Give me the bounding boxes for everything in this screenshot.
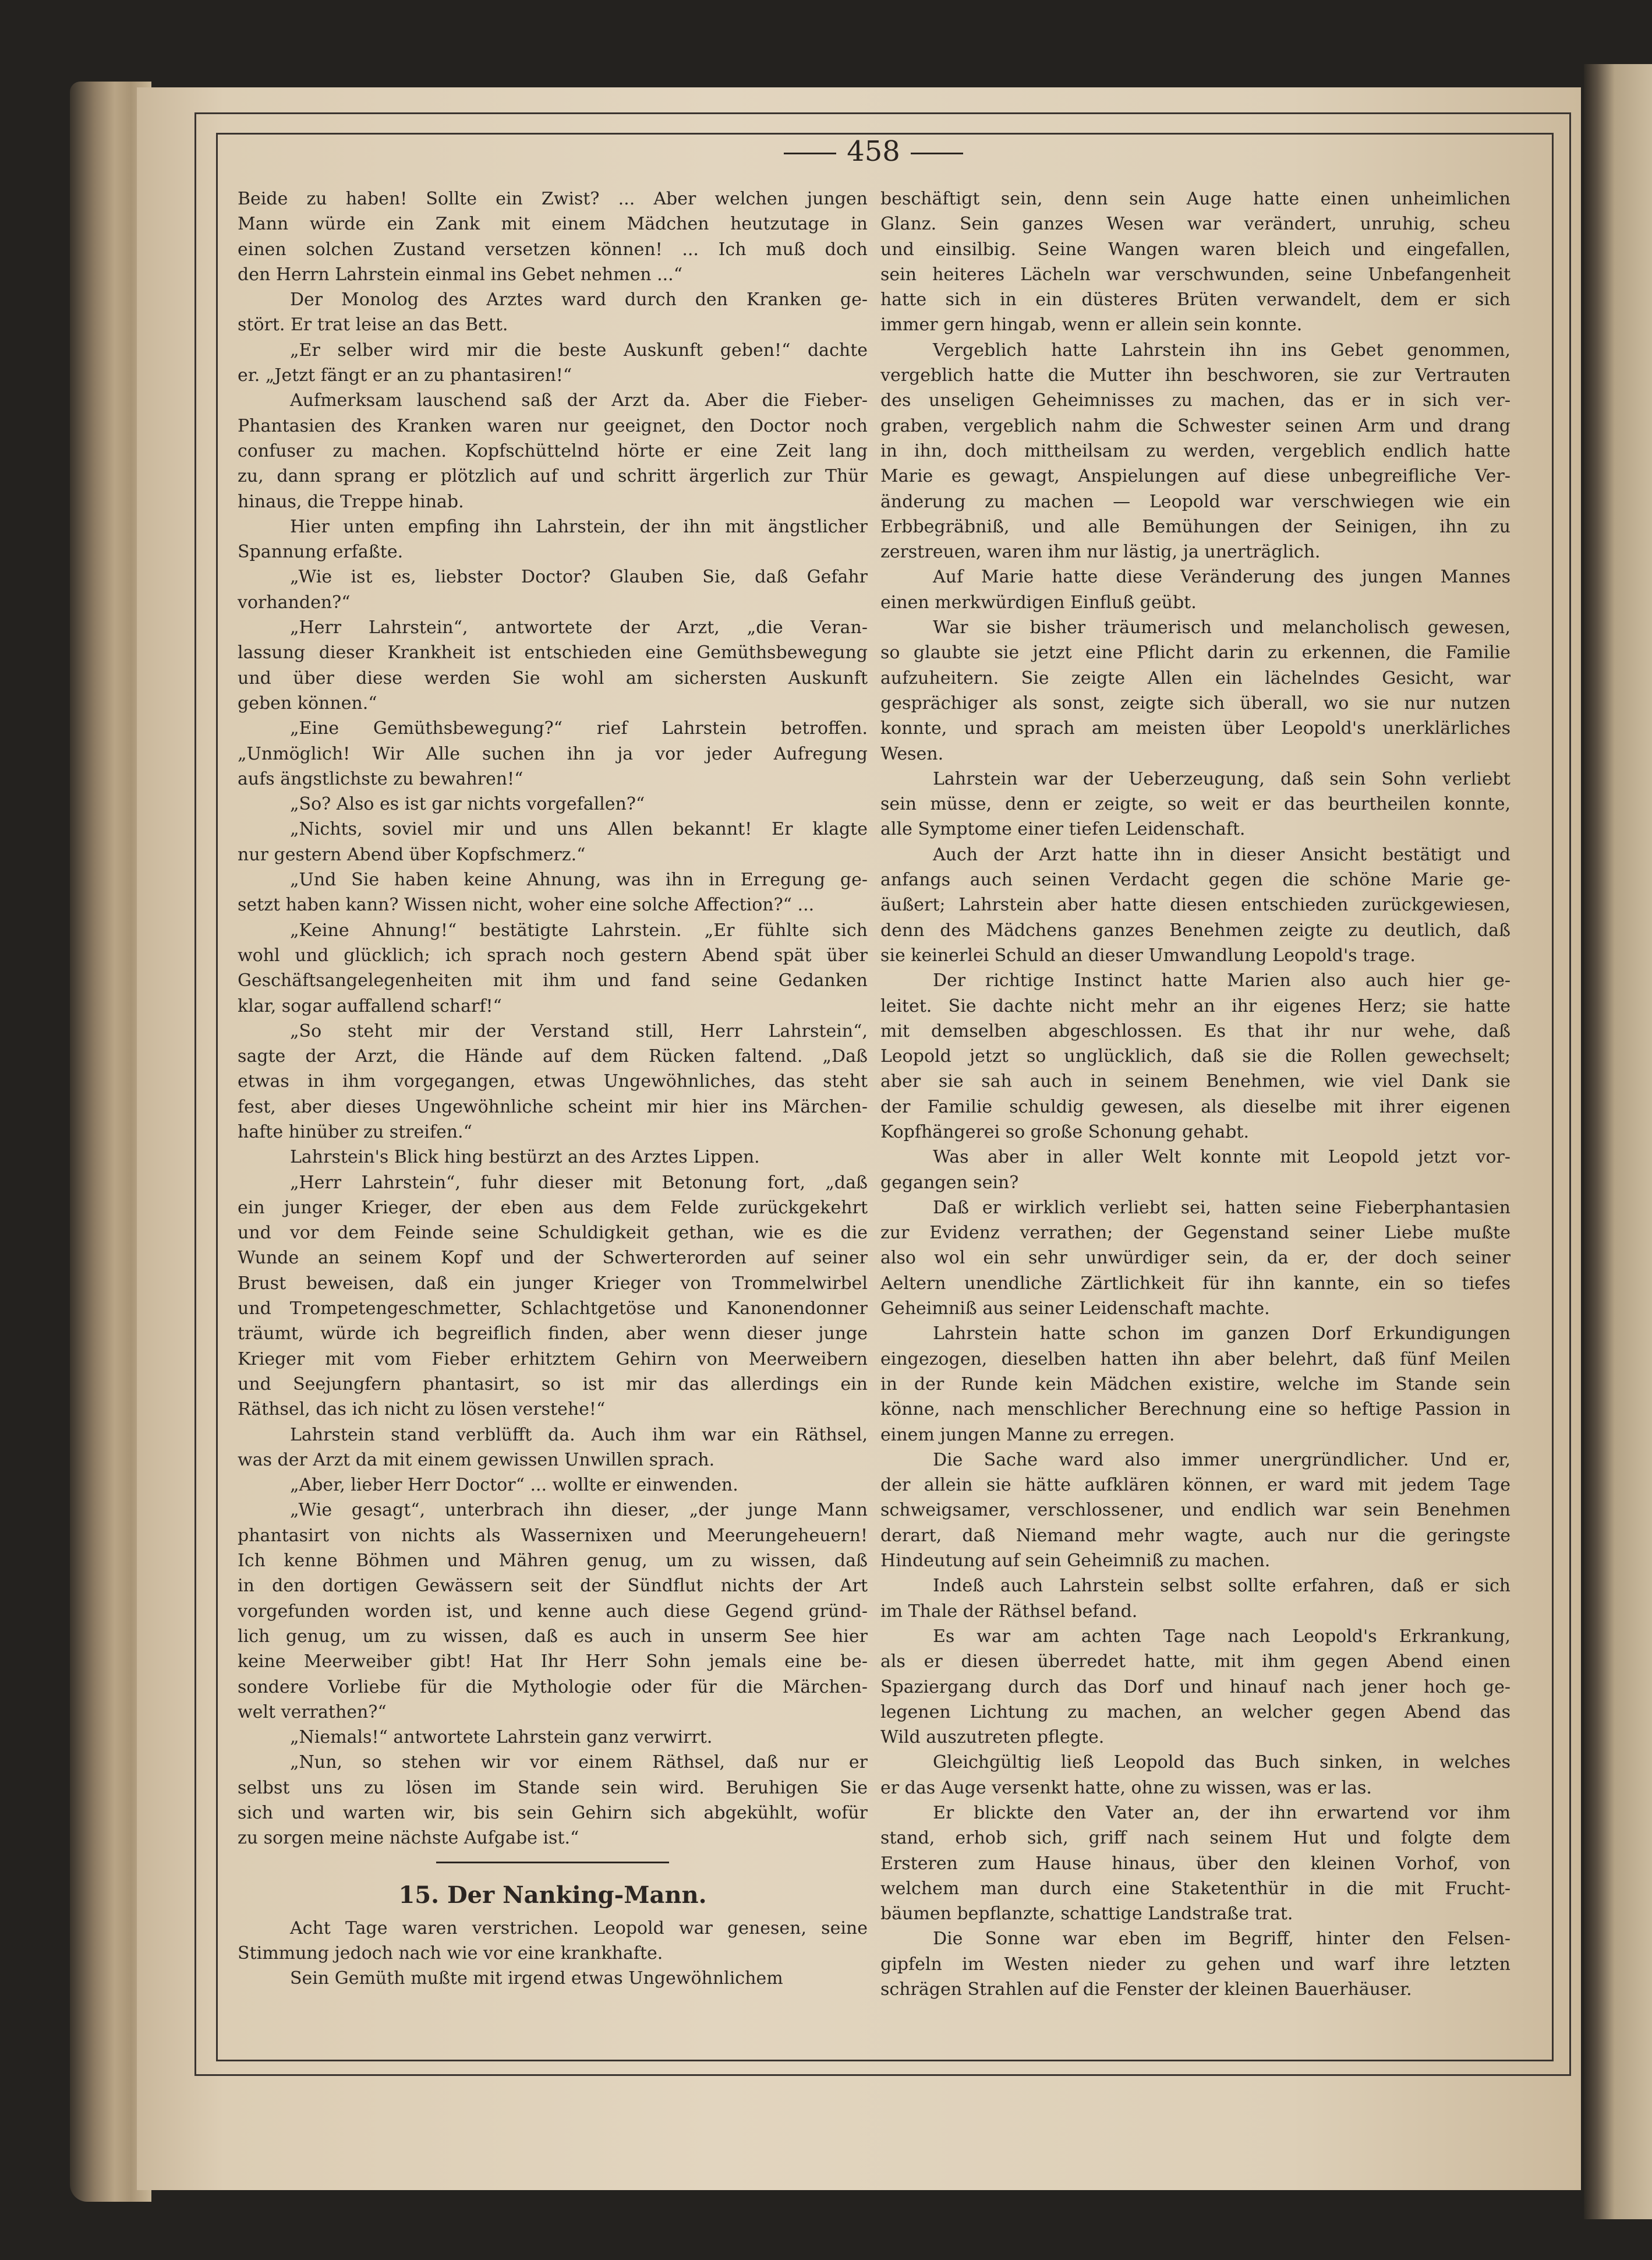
text-line: eingezogen, dieselben hatten ihn aber belehrt, daß fünf Meilen xyxy=(880,1348,1510,1369)
text-line: Acht Tage waren verstrichen. Leopold war genesen, seine xyxy=(290,1918,868,1938)
chapter-text xyxy=(238,1916,868,1991)
text-line: Lahrstein's Blick hing bestürzt an des Arztes Lippen. xyxy=(290,1147,760,1168)
text-line: keine Meerweiber gibt! Hat Ihr Herr Sohn jemals eine be- xyxy=(238,1651,868,1672)
paragraph xyxy=(880,1573,1510,1624)
text-line: geben können.“ xyxy=(238,693,377,714)
text-line: Auch der Arzt hatte ihn in dieser Ansicht bestätigt und xyxy=(933,844,1510,865)
text-line: fest, aber dieses Ungewöhnliche scheint mir hier ins Märchen- xyxy=(238,1096,868,1117)
paragraph xyxy=(238,287,868,338)
text-line: anfangs auch seinen Verdacht gegen die schöne Marie ge- xyxy=(880,870,1510,891)
text-line: ein junger Krieger, der eben aus dem Felde zurückgekehrt xyxy=(238,1197,868,1218)
paragraph xyxy=(880,968,1510,1145)
text-line: beschäftigt sein, denn sein Auge hatte einen unheimlichen xyxy=(880,189,1510,209)
paragraph xyxy=(238,388,868,514)
paragraph xyxy=(880,1321,1510,1447)
text-line: „Er selber wird mir die beste Auskunft geben!“ dachte xyxy=(290,340,868,361)
page-number: 458 xyxy=(847,135,900,168)
paragraph xyxy=(238,1916,868,1966)
text-line: Geheimniß aus seiner Leidenschaft machte. xyxy=(880,1298,1270,1319)
text-line: alle Symptome einer tiefen Leidenschaft. xyxy=(880,819,1246,840)
text-line: Die Sache ward also immer unergründlicher. Und er, xyxy=(933,1449,1510,1470)
text-line: sein müsse, denn er zeigte, so weit er das beurtheilen konnte, xyxy=(880,794,1510,815)
text-line: des unseligen Geheimnisses zu machen, das er in sich ver- xyxy=(880,390,1510,411)
text-line: „Eine Gemüthsbewegung?“ rief Lahrstein betroffen. xyxy=(290,718,868,739)
text-line: Lahrstein stand verblüfft da. Auch ihm war ein Räthsel, xyxy=(290,1424,868,1445)
text-line: „Aber, lieber Herr Doctor“ ... wollte er einwenden. xyxy=(290,1475,738,1496)
text-line: und einsilbig. Seine Wangen waren bleich und eingefallen, xyxy=(880,239,1510,260)
text-line: stört. Er trat leise an das Bett. xyxy=(238,315,508,336)
paragraph xyxy=(880,564,1510,615)
paragraph xyxy=(880,1926,1510,2002)
text-line: Ersteren zum Hause hinaus, über den kleinen Vorhof, von xyxy=(880,1853,1510,1874)
paragraph xyxy=(880,1750,1510,1800)
text-line: „So steht mir der Verstand still, Herr Lahrstein“, xyxy=(290,1020,868,1041)
text-line: graben, vergeblich nahm die Schwester seinen Arm und drang xyxy=(880,415,1510,436)
paragraph xyxy=(880,767,1510,842)
paragraph xyxy=(238,1019,868,1145)
text-line: und über diese werden Sie wohl am sichersten Auskunft xyxy=(238,668,868,688)
paragraph xyxy=(238,514,868,565)
text-line: Kopfhängerei so große Schonung gehabt. xyxy=(880,1121,1250,1142)
text-line: vergeblich hatte die Mutter ihn beschworen, sie zur Vertrauten xyxy=(880,365,1510,386)
text-line: im Thale der Räthsel befand. xyxy=(880,1601,1138,1622)
text-line: Hier unten empfing ihn Lahrstein, der ihn mit ängstlicher xyxy=(290,516,868,537)
text-line: aufzuheitern. Sie zeigte Allen ein lächelndes Gesicht, war xyxy=(880,668,1510,688)
text-line: Lahrstein hatte schon im ganzen Dorf Erkundigungen xyxy=(933,1323,1510,1344)
chapter-divider xyxy=(436,1862,669,1863)
text-line: „So? Also es ist gar nichts vorgefallen?“ xyxy=(290,794,645,815)
text-line: also wol ein sehr unwürdiger sein, da er, der doch seiner xyxy=(880,1248,1510,1269)
text-line: War sie bisher träumerisch und melancholisch gewesen, xyxy=(933,617,1510,638)
text-line: Hindeutung auf sein Geheimniß zu machen. xyxy=(880,1551,1271,1572)
paragraph xyxy=(880,1800,1510,1926)
text-line: welt verrathen?“ xyxy=(238,1701,387,1722)
text-line: „Wie gesagt“, unterbrach ihn dieser, „der junge Mann xyxy=(290,1500,868,1521)
text-line: vorhanden?“ xyxy=(238,592,351,613)
paragraph xyxy=(238,792,868,817)
paragraph xyxy=(238,918,868,1019)
paragraph xyxy=(880,338,1510,565)
text-line: gegangen sein? xyxy=(880,1172,1019,1193)
text-line: Wesen. xyxy=(880,743,944,764)
text-line: träumt, würde ich begreiflich finden, aber wenn dieser junge xyxy=(238,1323,868,1344)
text-line: einen solchen Zustand versetzen können! ... Ich muß doch xyxy=(238,239,868,260)
text-line: konnte, und sprach am meisten über Leopold's unerklärliches xyxy=(880,718,1510,739)
text-line: sagte der Arzt, die Hände auf dem Rücken faltend. „Daß xyxy=(238,1046,868,1067)
paragraph xyxy=(238,564,868,615)
text-line: und Seejungfern phantasirt, so ist mir das allerdings ein xyxy=(238,1373,868,1394)
text-line: mit demselben abgeschlossen. Es that ihr nur wehe, daß xyxy=(880,1020,1510,1041)
text-line: hafte hinüber zu streifen.“ xyxy=(238,1121,472,1142)
text-line: Räthsel, das ich nicht zu lösen verstehe!“ xyxy=(238,1399,606,1420)
text-line: aufs ängstlichste zu bewahren!“ xyxy=(238,768,523,789)
text-line: Spannung erfaßte. xyxy=(238,542,404,563)
paragraph xyxy=(238,1498,868,1725)
text-line: Daß er wirklich verliebt sei, hatten seine Fieberphantasien xyxy=(933,1197,1510,1218)
text-line: Wild auszutreten pflegte. xyxy=(880,1727,1105,1748)
chapter-heading: 15. Der Nanking-Mann. xyxy=(398,1881,707,1909)
text-line: Krieger mit vom Fieber erhitztem Gehirn von Meerweibern xyxy=(238,1348,868,1369)
text-line: „Herr Lahrstein“, fuhr dieser mit Betonung fort, „daß xyxy=(290,1172,868,1193)
text-line: welchem man durch eine Staketenthür in die mit Frucht- xyxy=(880,1878,1510,1899)
paragraph xyxy=(238,1170,868,1422)
text-line: Der Monolog des Arztes ward durch den Kranken ge- xyxy=(290,289,868,310)
text-line: sondere Vorliebe für die Mythologie oder für die Märchen- xyxy=(238,1676,868,1697)
text-line: setzt haben kann? Wissen nicht, woher eine solche Affection?“ ... xyxy=(238,895,815,916)
text-line: könne, nach menschlicher Berechnung eine so heftige Passion in xyxy=(880,1399,1510,1420)
text-line: Die Sonne war eben im Begriff, hinter den Felsen- xyxy=(933,1929,1510,1950)
text-line: leitet. Sie dachte nicht mehr an ihr eigenes Herz; sie hatte xyxy=(880,995,1510,1016)
paragraph xyxy=(880,1624,1510,1750)
paragraph xyxy=(238,1725,868,1750)
text-line: in der Runde kein Mädchen existire, welche im Stande sein xyxy=(880,1373,1510,1394)
text-line: lassung dieser Krankheit ist entschieden eine Gemüthsbewegung xyxy=(238,642,868,663)
text-line: Gleichgültig ließ Leopold das Buch sinken, in welches xyxy=(933,1752,1510,1773)
page-header xyxy=(757,135,990,168)
text-line: klar, sogar auffallend scharf!“ xyxy=(238,995,502,1016)
text-line: Erbbegräbniß, und alle Bemühungen der Seinigen, ihn zu xyxy=(880,516,1510,537)
text-line: und Trompetengeschmetter, Schlachtgetöse und Kanonendonner xyxy=(238,1298,868,1319)
text-line: Brust beweisen, daß ein junger Krieger von Trommelwirbel xyxy=(238,1273,868,1294)
text-line: hatte sich in ein düsteres Brüten verwandelt, dem er sich xyxy=(880,289,1510,310)
text-line: Wunde an seinem Kopf und der Schwerterorden auf seiner xyxy=(238,1248,868,1269)
text-line: „Und Sie haben keine Ahnung, was ihn in Erregung ge- xyxy=(290,870,868,891)
next-page-edge xyxy=(1584,64,1652,2219)
paragraph xyxy=(238,867,868,918)
text-line: zur Evidenz verrathen; der Gegenstand seiner Liebe mußte xyxy=(880,1223,1510,1244)
text-line: schweigsamer, verschlossener, und endlich war sein Benehmen xyxy=(880,1500,1510,1521)
text-line: in ihn, doch mittheilsam zu werden, vergeblich endlich hatte xyxy=(880,440,1510,461)
text-line: Glanz. Sein ganzes Wesen war verändert, unruhig, scheu xyxy=(880,214,1510,235)
text-line: Geschäftsangelegenheiten mit ihm und fand seine Gedanken xyxy=(238,970,868,991)
text-line: in den dortigen Gewässern seit der Sündflut nichts der Art xyxy=(238,1576,868,1597)
text-line: phantasirt von nichts als Wassernixen und Meerungeheuern! xyxy=(238,1525,868,1546)
paragraph xyxy=(238,186,868,287)
left-column xyxy=(238,186,868,1991)
text-line: sich und warten wir, bis sein Gehirn sich abgekühlt, wofür xyxy=(238,1803,868,1823)
text-line: Phantasien des Kranken waren nur geeignet, den Doctor noch xyxy=(238,415,868,436)
text-line: selbst uns zu lösen im Stande sein wird. Beruhigen Sie xyxy=(238,1777,868,1798)
paragraph xyxy=(238,1145,868,1170)
text-line: gesprächiger als sonst, zeigte sich überall, wo sie nur nutzen xyxy=(880,693,1510,714)
text-line: äußert; Lahrstein aber hatte diesen entschieden zurückgewiesen, xyxy=(880,895,1510,916)
text-line: Ich kenne Böhmen und Mähren genug, um zu wissen, daß xyxy=(238,1551,868,1572)
paragraph xyxy=(880,1145,1510,1195)
paragraph xyxy=(880,1447,1510,1573)
paragraph xyxy=(880,1195,1510,1321)
paragraph xyxy=(238,817,868,867)
text-line: „Niemals!“ antwortete Lahrstein ganz verwirrt. xyxy=(290,1727,713,1748)
text-line: stand, erhob sich, griff nach seinem Hut und folgte dem xyxy=(880,1828,1510,1849)
text-line: einem jungen Manne zu erregen. xyxy=(880,1424,1175,1445)
text-line: Der richtige Instinct hatte Marien also auch hier ge- xyxy=(933,970,1510,991)
text-line: sein heiteres Lächeln war verschwunden, seine Unbefangenheit xyxy=(880,264,1510,285)
text-line: Auf Marie hatte diese Veränderung des jungen Mannes xyxy=(933,567,1510,588)
text-line: Stimmung jedoch nach wie vor eine krankhafte. xyxy=(238,1943,663,1964)
text-line: Spaziergang durch das Dorf und hinauf nach jener hoch ge- xyxy=(880,1676,1510,1697)
text-line: „Nun, so stehen wir vor einem Räthsel, daß nur er xyxy=(290,1752,868,1773)
text-line: Was aber in aller Welt konnte mit Leopold jetzt vor- xyxy=(933,1147,1510,1168)
text-line: Leopold jetzt so unglücklich, daß sie die Rollen gewechselt; xyxy=(880,1046,1510,1067)
text-line: „Unmöglich! Wir Alle suchen ihn ja vor jeder Aufregung xyxy=(238,743,868,764)
text-line: änderung zu machen — Leopold war verschwiegen wie ein xyxy=(880,491,1510,512)
text-line: hinaus, die Treppe hinab. xyxy=(238,491,464,512)
text-line: schrägen Strahlen auf die Fenster der kleinen Bauerhäuser. xyxy=(880,1979,1412,2000)
paragraph xyxy=(238,615,868,716)
paragraph xyxy=(880,615,1510,767)
text-line: der allein sie hätte aufklären können, er ward mit jedem Tage xyxy=(880,1475,1510,1496)
text-line: und vor dem Feinde seine Schuldigkeit gethan, wie es die xyxy=(238,1223,868,1244)
paragraph xyxy=(238,1966,868,1991)
text-line: aber sie sah auch in seinem Benehmen, wie viel Dank sie xyxy=(880,1071,1510,1092)
text-line: Sein Gemüth mußte mit irgend etwas Ungewöhnlichem xyxy=(290,1968,783,1989)
paragraph xyxy=(880,842,1510,968)
text-line: Aeltern unendliche Zärtlichkeit für ihn kannte, ein so tiefes xyxy=(880,1273,1510,1294)
text-line: sie keinerlei Schuld an dieser Umwandlung Leopold's trage. xyxy=(880,945,1416,966)
text-line: confuser zu machen. Kopfschüttelnd hörte er eine Zeit lang xyxy=(238,440,868,461)
text-line: Lahrstein war der Ueberzeugung, daß sein Sohn verliebt xyxy=(933,768,1510,789)
paragraph xyxy=(880,186,1510,338)
text-line: etwas in ihm vorgegangen, etwas Ungewöhnliches, das steht xyxy=(238,1071,868,1092)
text-line: Mann würde ein Zank mit einem Mädchen heutzutage in xyxy=(238,214,868,235)
text-line: „Herr Lahrstein“, antwortete der Arzt, „die Veran- xyxy=(290,617,868,638)
text-line: nur gestern Abend über Kopfschmerz.“ xyxy=(238,844,586,865)
text-line: einen merkwürdigen Einfluß geübt. xyxy=(880,592,1197,613)
text-line: „Keine Ahnung!“ bestätigte Lahrstein. „Er fühlte sich xyxy=(290,920,868,941)
text-line: Er blickte den Vater an, der ihn erwartend vor ihm xyxy=(933,1803,1510,1823)
right-column xyxy=(880,186,1510,2002)
text-line: „Nichts, soviel mir und uns Allen bekannt! Er klagte xyxy=(290,819,868,840)
text-line: Aufmerksam lauschend saß der Arzt da. Aber die Fieber- xyxy=(290,390,868,411)
ornament-left xyxy=(784,153,836,154)
text-line: er. „Jetzt fängt er an zu phantasiren!“ xyxy=(238,365,572,386)
paragraph xyxy=(238,1472,868,1498)
right-column-text xyxy=(880,186,1510,2002)
text-line: derart, daß Niemand mehr wagte, auch nur die geringste xyxy=(880,1525,1510,1546)
text-line: zu, dann sprang er plötzlich auf und schritt ärgerlich zur Thür xyxy=(238,466,868,487)
text-line: „Wie ist es, liebster Doctor? Glauben Sie, daß Gefahr xyxy=(290,567,868,588)
text-line: als er diesen überredet hatte, mit ihm gegen Abend einen xyxy=(880,1651,1510,1672)
text-line: Marie es gewagt, Anspielungen auf diese unbegreifliche Ver- xyxy=(880,466,1510,487)
text-line: den Herrn Lahrstein einmal ins Gebet nehmen ...“ xyxy=(238,264,683,285)
text-line: bäumen bepflanzte, schattige Landstraße trat. xyxy=(880,1904,1293,1924)
text-line: immer gern hingab, wenn er allein sein konnte. xyxy=(880,315,1303,336)
text-line: Indeß auch Lahrstein selbst sollte erfahren, daß er sich xyxy=(933,1576,1510,1597)
text-line: lich genug, um zu wissen, daß es auch in unserm See hier xyxy=(238,1626,868,1647)
text-line: gipfeln im Westen nieder zu gehen und warf ihre letzten xyxy=(880,1954,1510,1975)
text-line: er das Auge versenkt hatte, ohne zu wissen, was er las. xyxy=(880,1777,1372,1798)
left-column-text xyxy=(238,186,868,1851)
text-line: der Familie schuldig gewesen, als dieselbe mit ihrer eigenen xyxy=(880,1096,1510,1117)
text-line: so glaubte sie jetzt eine Pflicht darin zu erkennen, die Familie xyxy=(880,642,1510,663)
text-line: was der Arzt da mit einem gewissen Unwillen sprach. xyxy=(238,1449,715,1470)
paragraph xyxy=(238,716,868,792)
text-line: denn des Mädchens ganzes Benehmen zeigte zu deutlich, daß xyxy=(880,920,1510,941)
text-line: vorgefunden worden ist, und kenne auch diese Gegend gründ- xyxy=(238,1601,868,1622)
paragraph xyxy=(238,1750,868,1851)
paragraph xyxy=(238,1422,868,1473)
text-line: wohl und glücklich; ich sprach noch gestern Abend spät über xyxy=(238,945,868,966)
text-line: zerstreuen, waren ihm nur lästig, ja unerträglich. xyxy=(880,542,1321,563)
text-line: zu sorgen meine nächste Aufgabe ist.“ xyxy=(238,1828,579,1849)
text-line: Es war am achten Tage nach Leopold's Erkrankung, xyxy=(933,1626,1510,1647)
text-line: Beide zu haben! Sollte ein Zwist? ... Aber welchen jungen xyxy=(238,189,868,209)
paragraph xyxy=(238,338,868,389)
text-line: Vergeblich hatte Lahrstein ihn ins Gebet genommen, xyxy=(933,340,1510,361)
text-line: legenen Lichtung zu machen, an welcher gegen Abend das xyxy=(880,1701,1510,1722)
ornament-right xyxy=(911,153,963,154)
